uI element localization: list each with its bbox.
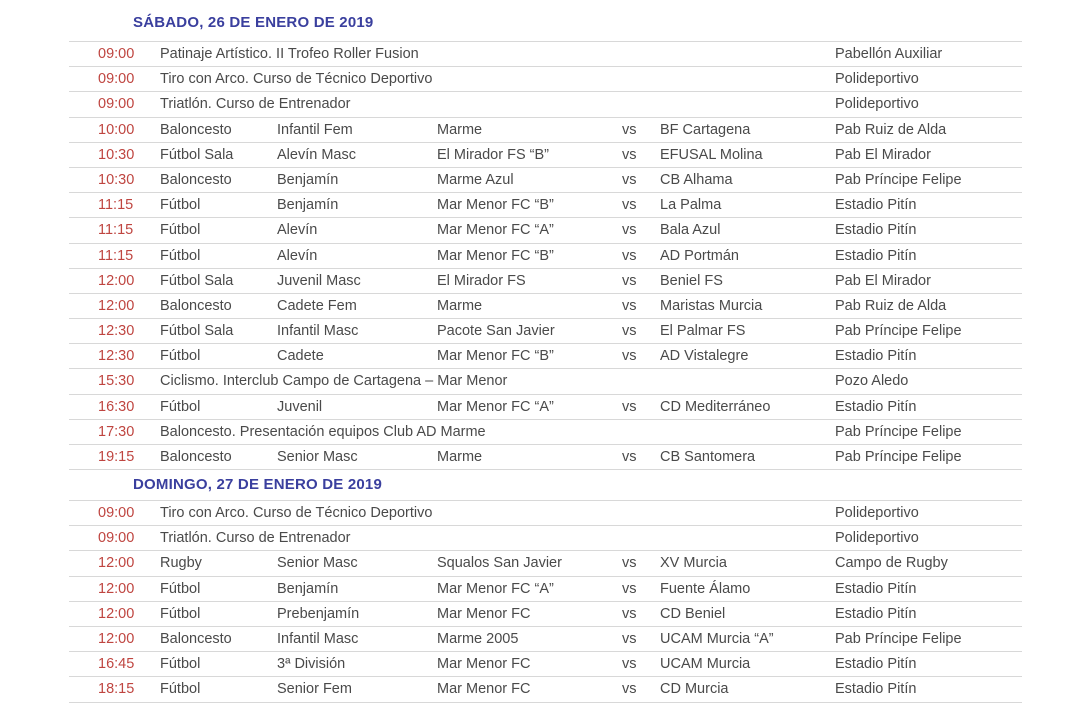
venue-cell: Pab Príncipe Felipe [835, 323, 962, 340]
event-description: Ciclismo. Interclub Campo de Cartagena – Mar Menor [160, 373, 508, 390]
vs-label: vs [622, 272, 637, 289]
event-row [69, 501, 1022, 526]
match-row [69, 168, 1022, 193]
match-row [69, 269, 1022, 294]
time-cell: 10:30 [98, 171, 135, 188]
away-team-cell: UCAM Murcia [660, 656, 751, 673]
time-cell: 12:00 [98, 580, 135, 597]
time-cell: 12:00 [98, 630, 135, 647]
time-cell: 12:00 [98, 272, 135, 289]
sport-cell: Fútbol [160, 605, 201, 622]
home-team-cell: Marme [437, 449, 483, 465]
match-row [69, 193, 1022, 218]
venue-cell: Polideportivo [835, 96, 919, 113]
time-cell: 17:30 [98, 423, 135, 440]
match-row [69, 627, 1022, 652]
category-cell: Juvenil Masc [277, 272, 361, 289]
time-cell: 19:15 [98, 449, 135, 465]
vs-label: vs [622, 222, 637, 239]
vs-label: vs [622, 605, 637, 622]
venue-cell: Pab Príncipe Felipe [835, 171, 962, 188]
away-team-cell: Maristas Murcia [660, 297, 763, 314]
time-cell: 09:00 [98, 71, 135, 88]
vs-label: vs [622, 348, 637, 365]
time-cell: 18:15 [98, 681, 135, 698]
schedule-rows-saturday [69, 41, 1022, 470]
match-row [69, 118, 1022, 143]
home-team-cell: Mar Menor FC “B” [437, 348, 554, 365]
sport-cell: Fútbol [160, 348, 201, 365]
away-team-cell: CD Murcia [660, 681, 729, 698]
venue-cell: Estadio Pitín [835, 247, 917, 264]
sport-cell: Rugby [160, 555, 202, 572]
event-description: Triatlón. Curso de Entrenador [160, 96, 351, 113]
home-team-cell: Mar Menor FC “A” [437, 222, 554, 239]
time-cell: 09:00 [98, 505, 135, 521]
category-cell: Cadete Fem [277, 297, 357, 314]
schedule-rows-sunday [69, 500, 1022, 703]
home-team-cell: El Mirador FS [437, 272, 526, 289]
sport-cell: Baloncesto [160, 171, 232, 188]
venue-cell: Pab Príncipe Felipe [835, 449, 962, 465]
home-team-cell: Marme 2005 [437, 630, 519, 647]
category-cell: Cadete [277, 348, 324, 365]
sport-cell: Fútbol [160, 222, 201, 239]
match-row [69, 577, 1022, 602]
category-cell: Benjamín [277, 580, 339, 597]
away-team-cell: CB Alhama [660, 171, 733, 188]
time-cell: 11:15 [98, 247, 134, 264]
vs-label: vs [622, 297, 637, 314]
event-row [69, 369, 1022, 394]
match-row [69, 294, 1022, 319]
sport-cell: Baloncesto [160, 121, 232, 138]
event-row [69, 42, 1022, 67]
vs-label: vs [622, 398, 637, 415]
vs-label: vs [622, 197, 637, 214]
venue-cell: Polideportivo [835, 505, 919, 521]
sport-cell: Baloncesto [160, 297, 232, 314]
away-team-cell: AD Vistalegre [660, 348, 749, 365]
venue-cell: Estadio Pitín [835, 398, 917, 415]
venue-cell: Estadio Pitín [835, 348, 917, 365]
category-cell: Senior Masc [277, 449, 358, 465]
vs-label: vs [622, 449, 637, 465]
time-cell: 10:00 [98, 121, 135, 138]
event-row [69, 92, 1022, 117]
time-cell: 16:45 [98, 656, 135, 673]
venue-cell: Campo de Rugby [835, 555, 948, 572]
home-team-cell: El Mirador FS “B” [437, 146, 549, 163]
sport-cell: Fútbol [160, 656, 201, 673]
away-team-cell: BF Cartagena [660, 121, 751, 138]
sport-cell: Fútbol [160, 398, 201, 415]
time-cell: 10:30 [98, 146, 135, 163]
away-team-cell: La Palma [660, 197, 722, 214]
match-row [69, 395, 1022, 420]
time-cell: 16:30 [98, 398, 135, 415]
home-team-cell: Mar Menor FC [437, 656, 531, 673]
category-cell: 3ª División [277, 656, 346, 673]
category-cell: Alevín Masc [277, 146, 356, 163]
event-description: Baloncesto. Presentación equipos Club AD Marme [160, 423, 486, 440]
venue-cell: Polideportivo [835, 71, 919, 88]
category-cell: Benjamín [277, 171, 339, 188]
time-cell: 11:15 [98, 222, 134, 239]
vs-label: vs [622, 656, 637, 673]
match-row [69, 677, 1022, 702]
time-cell: 11:15 [98, 197, 134, 214]
venue-cell: Pab Príncipe Felipe [835, 423, 962, 440]
event-description: Patinaje Artístico. II Trofeo Roller Fusion [160, 46, 419, 62]
category-cell: Prebenjamín [277, 605, 360, 622]
venue-cell: Estadio Pitín [835, 681, 917, 698]
home-team-cell: Mar Menor FC [437, 605, 531, 622]
away-team-cell: XV Murcia [660, 555, 727, 572]
home-team-cell: Marme [437, 297, 483, 314]
event-row [69, 526, 1022, 551]
time-cell: 12:00 [98, 605, 135, 622]
away-team-cell: El Palmar FS [660, 323, 746, 340]
venue-cell: Estadio Pitín [835, 605, 917, 622]
sport-cell: Fútbol [160, 681, 201, 698]
sport-cell: Fútbol Sala [160, 272, 234, 289]
vs-label: vs [622, 121, 637, 138]
sport-cell: Fútbol Sala [160, 323, 234, 340]
time-cell: 12:30 [98, 348, 135, 365]
time-cell: 09:00 [98, 46, 135, 62]
venue-cell: Pab Ruiz de Alda [835, 121, 947, 138]
category-cell: Alevín [277, 247, 318, 264]
venue-cell: Estadio Pitín [835, 656, 917, 673]
category-cell: Senior Masc [277, 555, 358, 572]
time-cell: 09:00 [98, 96, 135, 113]
venue-cell: Estadio Pitín [835, 197, 917, 214]
sport-cell: Fútbol Sala [160, 146, 234, 163]
section-header-saturday: SÁBADO, 26 DE ENERO DE 2019 [133, 14, 374, 31]
event-description: Tiro con Arco. Curso de Técnico Deportivo [160, 505, 433, 521]
home-team-cell: Mar Menor FC “A” [437, 580, 554, 597]
sport-cell: Baloncesto [160, 630, 232, 647]
sport-cell: Fútbol [160, 197, 201, 214]
home-team-cell: Mar Menor FC “B” [437, 247, 554, 264]
match-row [69, 602, 1022, 627]
category-cell: Infantil Masc [277, 323, 359, 340]
venue-cell: Estadio Pitín [835, 580, 917, 597]
category-cell: Juvenil [277, 398, 323, 415]
match-row [69, 218, 1022, 243]
event-description: Triatlón. Curso de Entrenador [160, 530, 351, 547]
home-team-cell: Marme Azul [437, 171, 514, 188]
vs-label: vs [622, 681, 637, 698]
match-row [69, 244, 1022, 269]
event-row [69, 420, 1022, 445]
sport-cell: Fútbol [160, 247, 201, 264]
time-cell: 12:00 [98, 555, 135, 572]
time-cell: 12:00 [98, 297, 135, 314]
away-team-cell: CD Mediterráneo [660, 398, 771, 415]
match-row [69, 445, 1022, 470]
vs-label: vs [622, 146, 637, 163]
venue-cell: Pozo Aledo [835, 373, 909, 390]
category-cell: Infantil Masc [277, 630, 359, 647]
venue-cell: Pab El Mirador [835, 272, 931, 289]
away-team-cell: Bala Azul [660, 222, 721, 239]
event-row [69, 67, 1022, 92]
home-team-cell: Pacote San Javier [437, 323, 555, 340]
home-team-cell: Squalos San Javier [437, 555, 562, 572]
venue-cell: Pabellón Auxiliar [835, 46, 943, 62]
away-team-cell: Fuente Álamo [660, 580, 751, 597]
venue-cell: Pab Ruiz de Alda [835, 297, 947, 314]
event-description: Tiro con Arco. Curso de Técnico Deportivo [160, 71, 433, 88]
home-team-cell: Marme [437, 121, 483, 138]
match-row [69, 652, 1022, 677]
category-cell: Senior Fem [277, 681, 352, 698]
vs-label: vs [622, 323, 637, 340]
venue-cell: Pab Príncipe Felipe [835, 630, 962, 647]
vs-label: vs [622, 555, 637, 572]
away-team-cell: CB Santomera [660, 449, 756, 465]
category-cell: Alevín [277, 222, 318, 239]
category-cell: Infantil Fem [277, 121, 353, 138]
away-team-cell: Beniel FS [660, 272, 723, 289]
category-cell: Benjamín [277, 197, 339, 214]
vs-label: vs [622, 580, 637, 597]
venue-cell: Pab El Mirador [835, 146, 931, 163]
match-row [69, 143, 1022, 168]
section-header-sunday: DOMINGO, 27 DE ENERO DE 2019 [133, 476, 383, 493]
away-team-cell: EFUSAL Molina [660, 146, 763, 163]
vs-label: vs [622, 171, 637, 188]
home-team-cell: Mar Menor FC “B” [437, 197, 554, 214]
venue-cell: Polideportivo [835, 530, 919, 547]
match-row [69, 319, 1022, 344]
vs-label: vs [622, 247, 637, 264]
time-cell: 09:00 [98, 530, 135, 547]
home-team-cell: Mar Menor FC [437, 681, 531, 698]
away-team-cell: AD Portmán [660, 247, 739, 264]
home-team-cell: Mar Menor FC “A” [437, 398, 554, 415]
time-cell: 12:30 [98, 323, 135, 340]
match-row [69, 551, 1022, 576]
sport-cell: Fútbol [160, 580, 201, 597]
match-row [69, 344, 1022, 369]
away-team-cell: CD Beniel [660, 605, 726, 622]
venue-cell: Estadio Pitín [835, 222, 917, 239]
sport-cell: Baloncesto [160, 449, 232, 465]
time-cell: 15:30 [98, 373, 135, 390]
vs-label: vs [622, 630, 637, 647]
away-team-cell: UCAM Murcia “A” [660, 630, 774, 647]
